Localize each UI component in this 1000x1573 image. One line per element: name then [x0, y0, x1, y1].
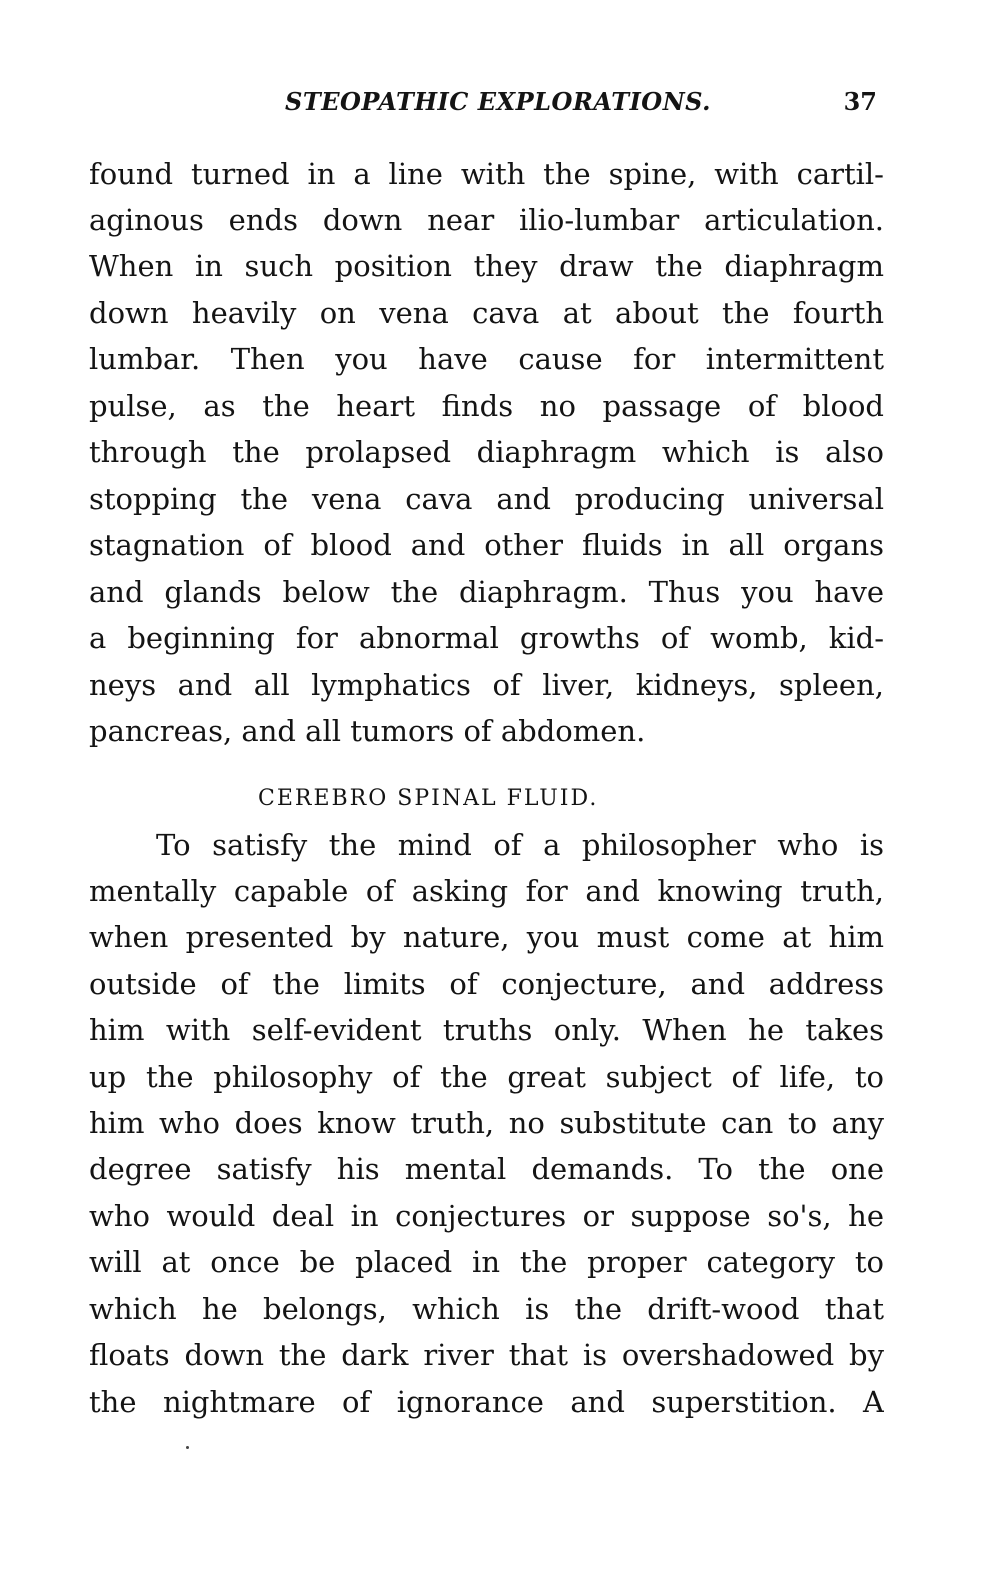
text-line: him who does know truth, no substitute can to any: [89, 1106, 884, 1140]
text-line: pancreas, and all tumors of abdomen.: [89, 714, 646, 748]
ink-speck: [186, 1446, 189, 1449]
text-line: found turned in a line with the spine, with cartil-: [89, 157, 884, 191]
text-line: floats down the dark river that is overshadowed by: [89, 1338, 884, 1372]
text-line: which he belongs, which is the drift-wood that: [89, 1292, 884, 1326]
text-line: the nightmare of ignorance and superstition. A: [89, 1385, 884, 1419]
text-line: up the philosophy of the great subject of life, to: [89, 1060, 884, 1094]
text-line: To satisfy the mind of a philosopher who is: [156, 828, 884, 862]
text-line: stagnation of blood and other fluids in all organs: [89, 528, 884, 562]
running-title: STEOPATHIC EXPLORATIONS.: [285, 87, 711, 116]
text-line: when presented by nature, you must come at him: [89, 920, 884, 954]
text-line: stopping the vena cava and producing universal: [89, 482, 884, 516]
text-line: pulse, as the heart finds no passage of blood: [89, 389, 884, 423]
running-head: [88, 82, 883, 122]
text-line: down heavily on vena cava at about the fourth: [89, 296, 884, 330]
text-line: and glands below the diaphragm. Thus you have: [89, 575, 884, 609]
text-line: lumbar. Then you have cause for intermittent: [89, 342, 884, 376]
text-line: him with self-evident truths only. When he takes: [89, 1013, 884, 1047]
text-line: neys and all lymphatics of liver, kidneys, spleen,: [89, 668, 884, 702]
text-line: who would deal in conjectures or suppose so's, he: [89, 1199, 884, 1233]
text-line: aginous ends down near ilio-lumbar articulation.: [89, 203, 884, 237]
text-line: outside of the limits of conjecture, and address: [89, 967, 884, 1001]
text-line: degree satisfy his mental demands. To the one: [89, 1152, 884, 1186]
page-number: 37: [843, 87, 877, 116]
text-line: through the prolapsed diaphragm which is also: [89, 435, 884, 469]
text-line: When in such position they draw the diaphragm: [89, 249, 884, 283]
section-heading: CEREBRO SPINAL FLUID.: [258, 786, 599, 811]
text-line: a beginning for abnormal growths of womb, kid-: [89, 621, 884, 655]
text-line: mentally capable of asking for and knowing truth,: [89, 874, 884, 908]
text-line: will at once be placed in the proper category to: [89, 1245, 884, 1279]
